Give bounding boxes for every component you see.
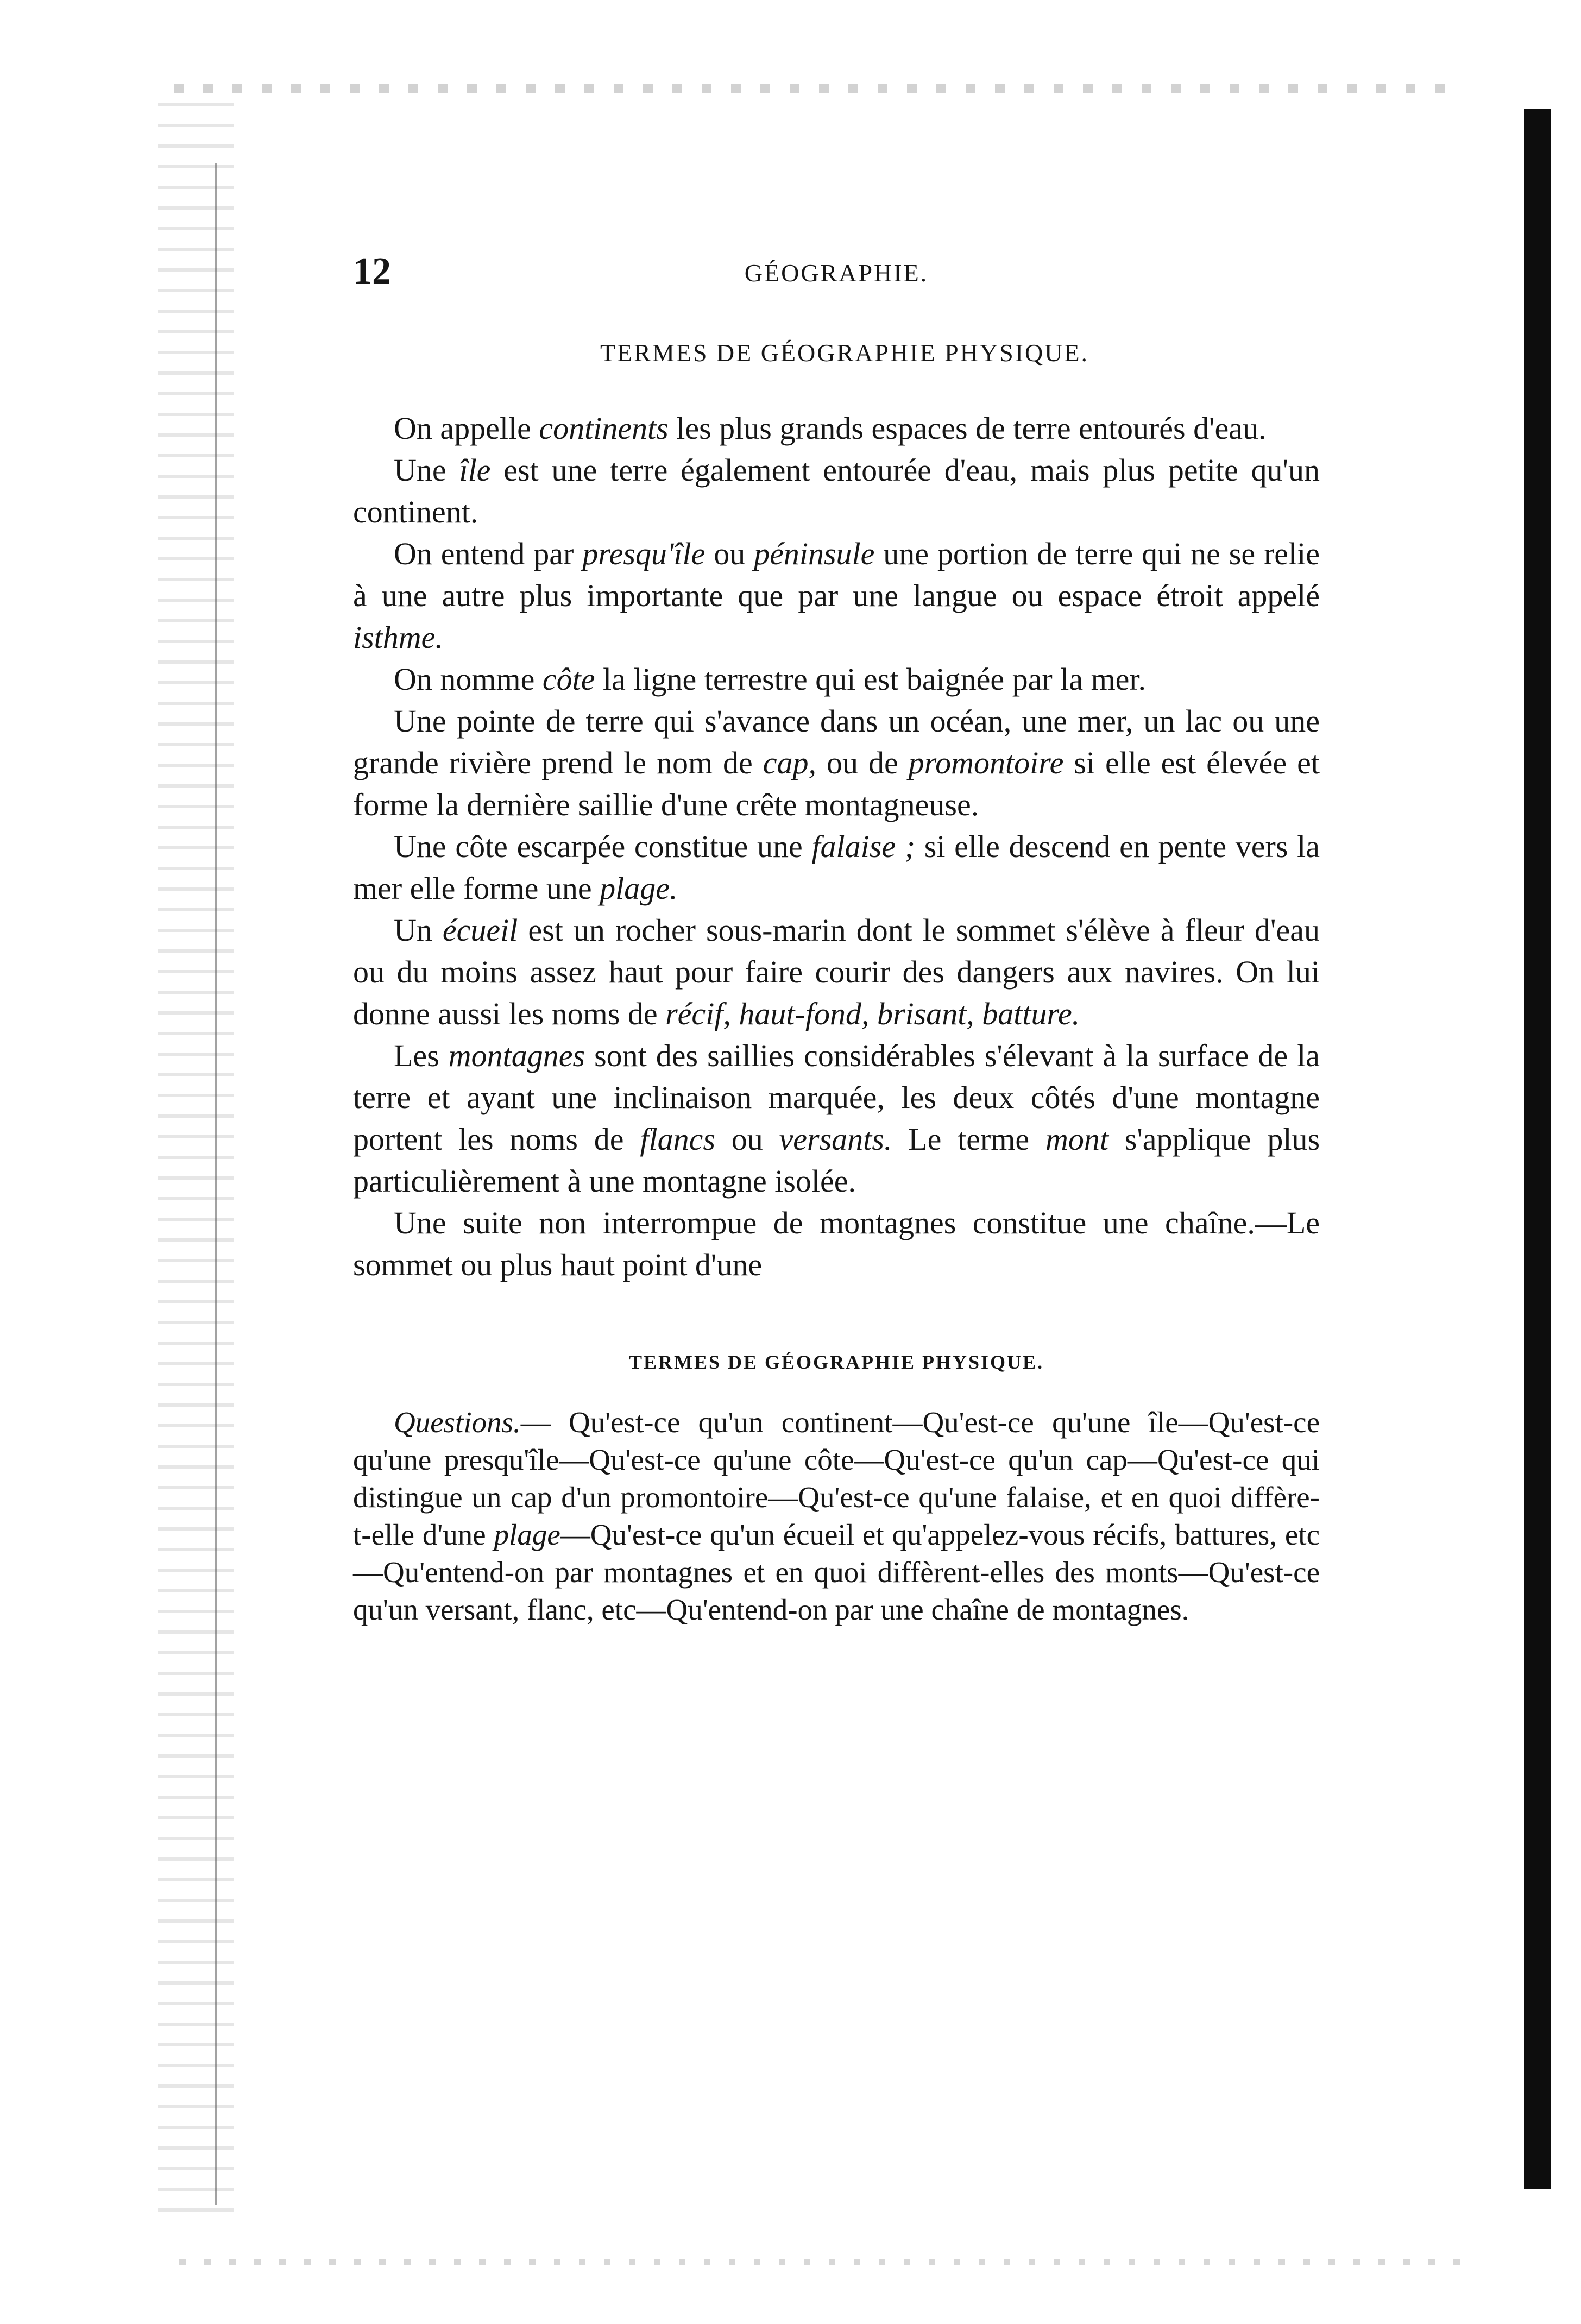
italic-term: montagnes	[448, 1038, 585, 1073]
paragraph-falaise	[353, 826, 1320, 909]
page-content	[353, 247, 1320, 1628]
scan-right-black-bar	[1524, 109, 1551, 2189]
italic-term: flancs	[640, 1122, 715, 1157]
text-run: Une côte escarpée constitue une	[394, 829, 812, 864]
paragraph-ecueil	[353, 909, 1320, 1035]
paragraph-cote	[353, 658, 1320, 700]
italic-term: côte	[542, 662, 595, 697]
italic-term: Questions.	[394, 1406, 521, 1439]
section-title: TERMES DE GÉOGRAPHIE PHYSIQUE.	[600, 339, 1089, 367]
text-run: On appelle	[394, 411, 539, 446]
scan-bottom-edge	[179, 2259, 1472, 2265]
text-run: si elle descend en pente vers la mer elle forme une	[353, 829, 1320, 906]
text-run: Le terme	[892, 1122, 1045, 1157]
text-run: les plus grands espaces de terre entourés d'eau.	[668, 411, 1267, 446]
paragraph-chaine	[353, 1202, 1320, 1286]
paragraph-ile	[353, 449, 1320, 533]
paragraph-montagnes	[353, 1035, 1320, 1202]
text-run: si elle est élevée et forme la dernière saillie d'une crête montagneuse.	[353, 745, 1320, 822]
text-run: Les	[394, 1038, 449, 1073]
italic-term: presqu'île	[582, 536, 706, 571]
text-run: ou de	[816, 745, 909, 780]
italic-term: isthme.	[353, 620, 443, 655]
paragraph-cap	[353, 700, 1320, 826]
text-run: — Qu'est-ce qu'un continent—Qu'est-ce qu'une île—Qu'est-ce qu'une presqu'île—Qu'est-ce qu'une côte—Qu'est-ce qu'un cap—Qu'est-ce qui distingue un cap d'un promontoire—Qu'est-ce qu'une falaise, et en quoi diffère-t-elle d'une	[353, 1406, 1320, 1551]
italic-term: falaise ;	[811, 829, 916, 864]
paragraph-presquile	[353, 533, 1320, 658]
paragraph-continents	[353, 407, 1320, 449]
scan-left-border-line	[215, 163, 217, 2205]
text-run: sont des saillies considérables s'élevant à la surface de la terre et ayant une inclinaison marquée, les deux côtés d'une montagne portent les noms de	[353, 1038, 1320, 1157]
text-run: —Qu'est-ce qu'un écueil et qu'appelez-vous récifs, battures, etc—Qu'entend-on par montagnes et en quoi diffèrent-elles des monts—Qu'est-ce qu'un versant, flanc, etc—Qu'entend-on par une chaîne de montagnes.	[353, 1518, 1320, 1626]
scan-top-edge	[174, 84, 1450, 93]
italic-term: versants.	[779, 1122, 892, 1157]
italic-term: promontoire	[908, 745, 1064, 780]
questions-paragraph	[353, 1403, 1320, 1628]
italic-term: continents	[539, 411, 669, 446]
text-run: ou	[705, 536, 754, 571]
running-head: GÉOGRAPHIE.	[744, 259, 929, 287]
body-text	[353, 407, 1320, 1286]
italic-term: île	[459, 452, 491, 488]
questions-title: TERMES DE GÉOGRAPHIE PHYSIQUE.	[628, 1351, 1044, 1373]
text-run: Une	[394, 452, 459, 488]
italic-term: récif, haut-fond, brisant, batture.	[665, 996, 1080, 1031]
italic-term: mont	[1045, 1122, 1108, 1157]
italic-term: péninsule	[754, 536, 875, 571]
text-run: Un	[394, 912, 443, 948]
text-run: s'applique plus particulièrement à une montagne isolée.	[353, 1122, 1320, 1199]
italic-term: écueil	[442, 912, 518, 948]
page-header	[353, 247, 1320, 296]
text-run: Une suite non interrompue de montagnes constitue une chaîne.—Le sommet ou plus haut point d'une	[353, 1205, 1320, 1282]
text-run: Une pointe de terre qui s'avance dans un océan, une mer, un lac ou une grande rivière prend le nom de	[353, 703, 1320, 780]
text-run: On entend par	[394, 536, 583, 571]
italic-term: plage.	[600, 871, 678, 906]
italic-term: plage	[494, 1518, 560, 1551]
text-run: une portion de terre qui ne se relie à une autre plus importante que par une langue ou espace étroit appelé	[353, 536, 1320, 613]
text-run: ou	[715, 1122, 779, 1157]
page-number: 12	[353, 250, 391, 292]
scan-left-margin-noise	[158, 103, 234, 2221]
text-run: est un rocher sous-marin dont le sommet s'élève à fleur d'eau ou du moins assez haut pour faire courir des dangers aux navires. On lui donne aussi les noms de	[353, 912, 1320, 1031]
text-run: On nomme	[394, 662, 543, 697]
italic-term: cap,	[763, 745, 816, 780]
text-run: est une terre également entourée d'eau, mais plus petite qu'un continent.	[353, 452, 1320, 530]
text-run: la ligne terrestre qui est baignée par la mer.	[595, 662, 1147, 697]
